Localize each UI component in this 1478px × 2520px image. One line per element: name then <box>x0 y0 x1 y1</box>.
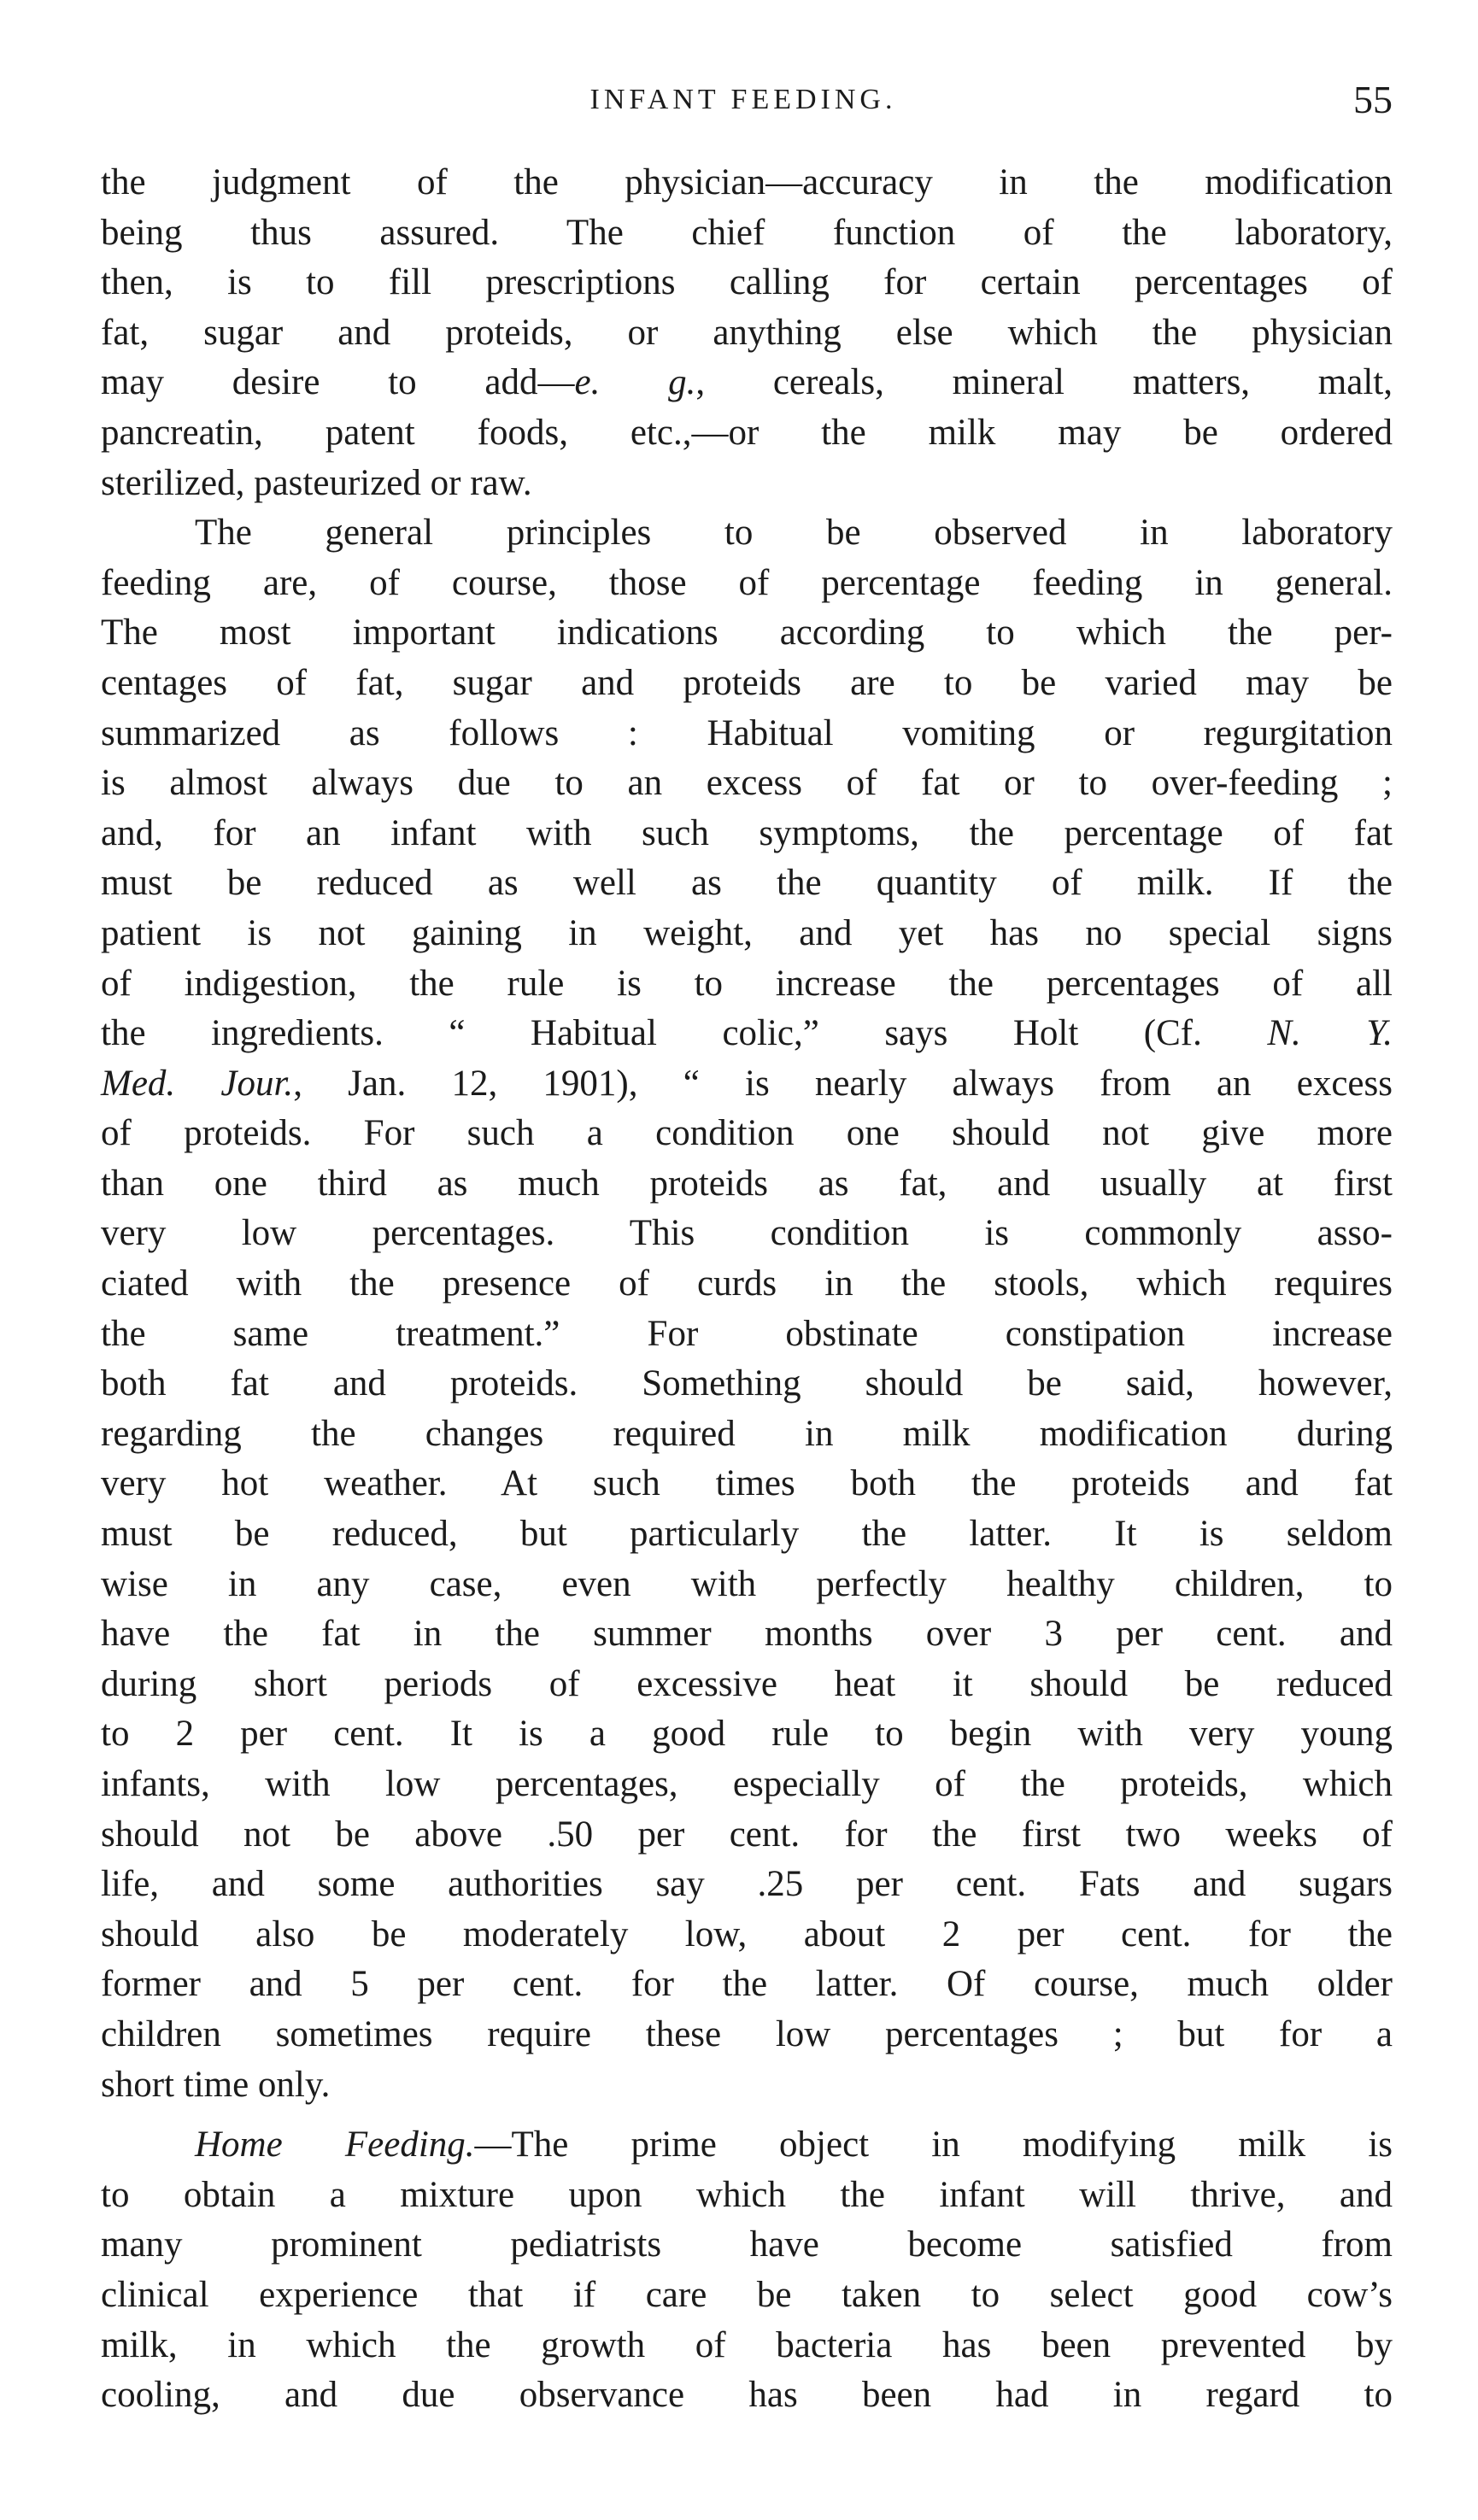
text-line: being thus assured. The chief function of the laboratory, <box>101 212 1393 253</box>
text-line: must be reduced as well as the quantity of milk. If the <box>101 863 1393 904</box>
text-line: summarized as follows : Habitual vomiting or regurgitation <box>101 712 1393 753</box>
italic-text: Home Feeding. <box>195 2124 475 2165</box>
line-text: , cereals, mineral matters, malt, <box>695 362 1393 403</box>
text-line: clinical experience that if care be taken to select good cow’s <box>101 2274 1393 2315</box>
italic-text: Med. Jour. <box>101 1063 294 1104</box>
text-line: both fat and proteids. Something should be said, however, <box>101 1363 1393 1404</box>
text-line: must be reduced, but particularly the latter. It is seldom <box>101 1514 1393 1555</box>
text-line: and, for an infant with such symptoms, the percentage of fat <box>101 812 1393 853</box>
text-line: to 2 per cent. It is a good rule to begin with very young <box>101 1714 1393 1755</box>
text-line: have the fat in the summer months over 3 per cent. and <box>101 1614 1393 1655</box>
text-line: during short periods of excessive heat it should be reduced <box>101 1663 1393 1704</box>
text-line: wise in any case, even with perfectly healthy children, to <box>101 1563 1393 1604</box>
text-line: milk, in which the growth of bacteria has been prevented by <box>101 2324 1393 2365</box>
text-line: to obtain a mixture upon which the infant will thrive, and <box>101 2174 1393 2215</box>
line-text: may desire to add— <box>101 362 575 403</box>
page-number: 55 <box>1353 78 1393 121</box>
text-line: should not be above .50 per cent. for the first two weeks of <box>101 1814 1393 1855</box>
text-line: fat, sugar and proteids, or anything else which the physician <box>101 312 1393 353</box>
text-line: the same treatment.” For obstinate constipation increase <box>101 1313 1393 1354</box>
running-head <box>94 79 1393 138</box>
text-line: than one third as much proteids as fat, and usually at first <box>101 1163 1393 1204</box>
text-line <box>101 1009 1393 1059</box>
text-line: ciated with the presence of curds in the stools, which requires <box>101 1263 1393 1304</box>
text-line: The most important indications according to which the per- <box>101 612 1393 653</box>
text-line: regarding the changes required in milk modification during <box>101 1413 1393 1454</box>
line-text: , Jan. 12, 1901), “ is nearly always from an excess <box>293 1063 1393 1104</box>
italic-text: e. g. <box>574 362 696 403</box>
text-line: centages of fat, sugar and proteids are to be varied may be <box>101 662 1393 703</box>
text-line: pancreatin, patent foods, etc.,—or the milk may be ordered <box>101 412 1393 453</box>
text-line: of proteids. For such a condition one should not give more <box>101 1113 1393 1154</box>
text-line: the judgment of the physician—accuracy in the modification <box>101 162 1393 202</box>
text-line: very low percentages. This condition is commonly asso- <box>101 1213 1393 1254</box>
text-line: life, and some authorities say .25 per cent. Fats and sugars <box>101 1864 1393 1905</box>
text-line: is almost always due to an excess of fat or to over-feeding ; <box>101 763 1393 804</box>
text-line: cooling, and due observance has been had in regard to <box>101 2375 1393 2416</box>
text-line <box>101 1059 1393 1110</box>
running-title: INFANT FEEDING. <box>589 84 897 115</box>
italic-text: N. Y. <box>1267 1013 1393 1054</box>
text-line: children sometimes require these low percentages ; but for a <box>101 2013 1393 2054</box>
text-line: of indigestion, the rule is to increase the percentages of all <box>101 963 1393 1004</box>
text-line: should also be moderately low, about 2 per cent. for the <box>101 1913 1393 1954</box>
line-text: the ingredients. “ Habitual colic,” says Holt (Cf. <box>101 1013 1268 1054</box>
text-line: patient is not gaining in weight, and yet has no special signs <box>101 912 1393 953</box>
body-text <box>101 158 1393 2421</box>
text-line: many prominent pediatrists have become satisfied from <box>101 2224 1393 2265</box>
text-line: former and 5 per cent. for the latter. Of course, much older <box>101 1964 1393 2005</box>
text-line: The general principles to be observed in laboratory <box>195 513 1393 554</box>
text-line: infants, with low percentages, especially of the proteids, which <box>101 1764 1393 1804</box>
text-line: short time only. <box>101 2064 331 2105</box>
text-line <box>101 2120 1393 2171</box>
text-line: then, is to fill prescriptions calling for certain percentages of <box>101 262 1393 303</box>
text-line <box>101 358 1393 408</box>
text-line: sterilized, pasteurized or raw. <box>101 462 532 503</box>
line-text: —The prime object in modifying milk is <box>474 2124 1393 2165</box>
text-line: feeding are, of course, those of percentage feeding in general. <box>101 562 1393 603</box>
text-line: very hot weather. At such times both the proteids and fat <box>101 1463 1393 1504</box>
